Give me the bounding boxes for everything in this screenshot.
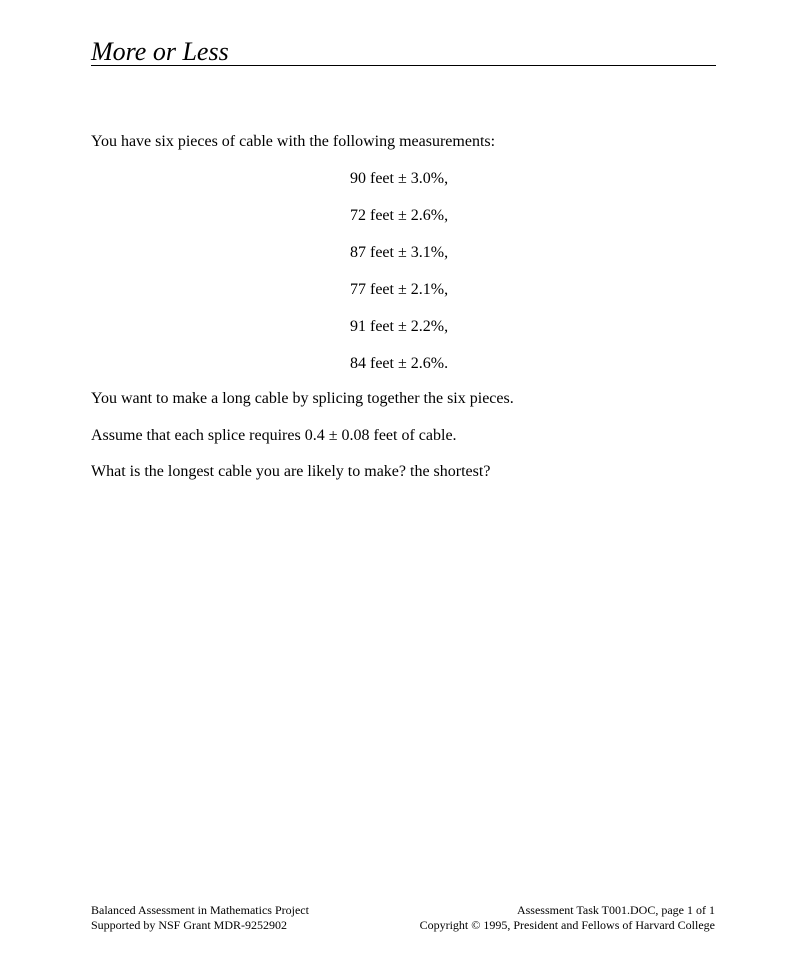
footer-left (91, 903, 309, 933)
measurement-item: 91 feet ± 2.2%, (350, 318, 449, 335)
splice-paragraph: You want to make a long cable by splicing together the six pieces. (91, 390, 514, 407)
measurement-item: 90 feet ± 3.0%, (350, 170, 449, 187)
footer-right (420, 903, 715, 933)
assumption-paragraph: Assume that each splice requires 0.4 ± 0.08 feet of cable. (91, 427, 457, 444)
footer-project-name: Balanced Assessment in Mathematics Project (91, 903, 309, 917)
measurement-item: 84 feet ± 2.6%. (350, 355, 449, 372)
footer-grant: Supported by NSF Grant MDR-9252902 (91, 918, 288, 932)
title-block (91, 36, 716, 66)
intro-paragraph: You have six pieces of cable with the following measurements: (91, 133, 496, 150)
footer-page-info: Assessment Task T001.DOC, page 1 of 1 (516, 903, 715, 917)
measurement-item: 87 feet ± 3.1%, (350, 244, 449, 261)
question-paragraph: What is the longest cable you are likely to make? the shortest? (91, 463, 491, 480)
measurement-item: 77 feet ± 2.1%, (350, 281, 449, 298)
measurement-item: 72 feet ± 2.6%, (350, 207, 449, 224)
footer-copyright: Copyright © 1995, President and Fellows of Harvard College (419, 918, 715, 932)
page-title: More or Less (91, 37, 229, 66)
